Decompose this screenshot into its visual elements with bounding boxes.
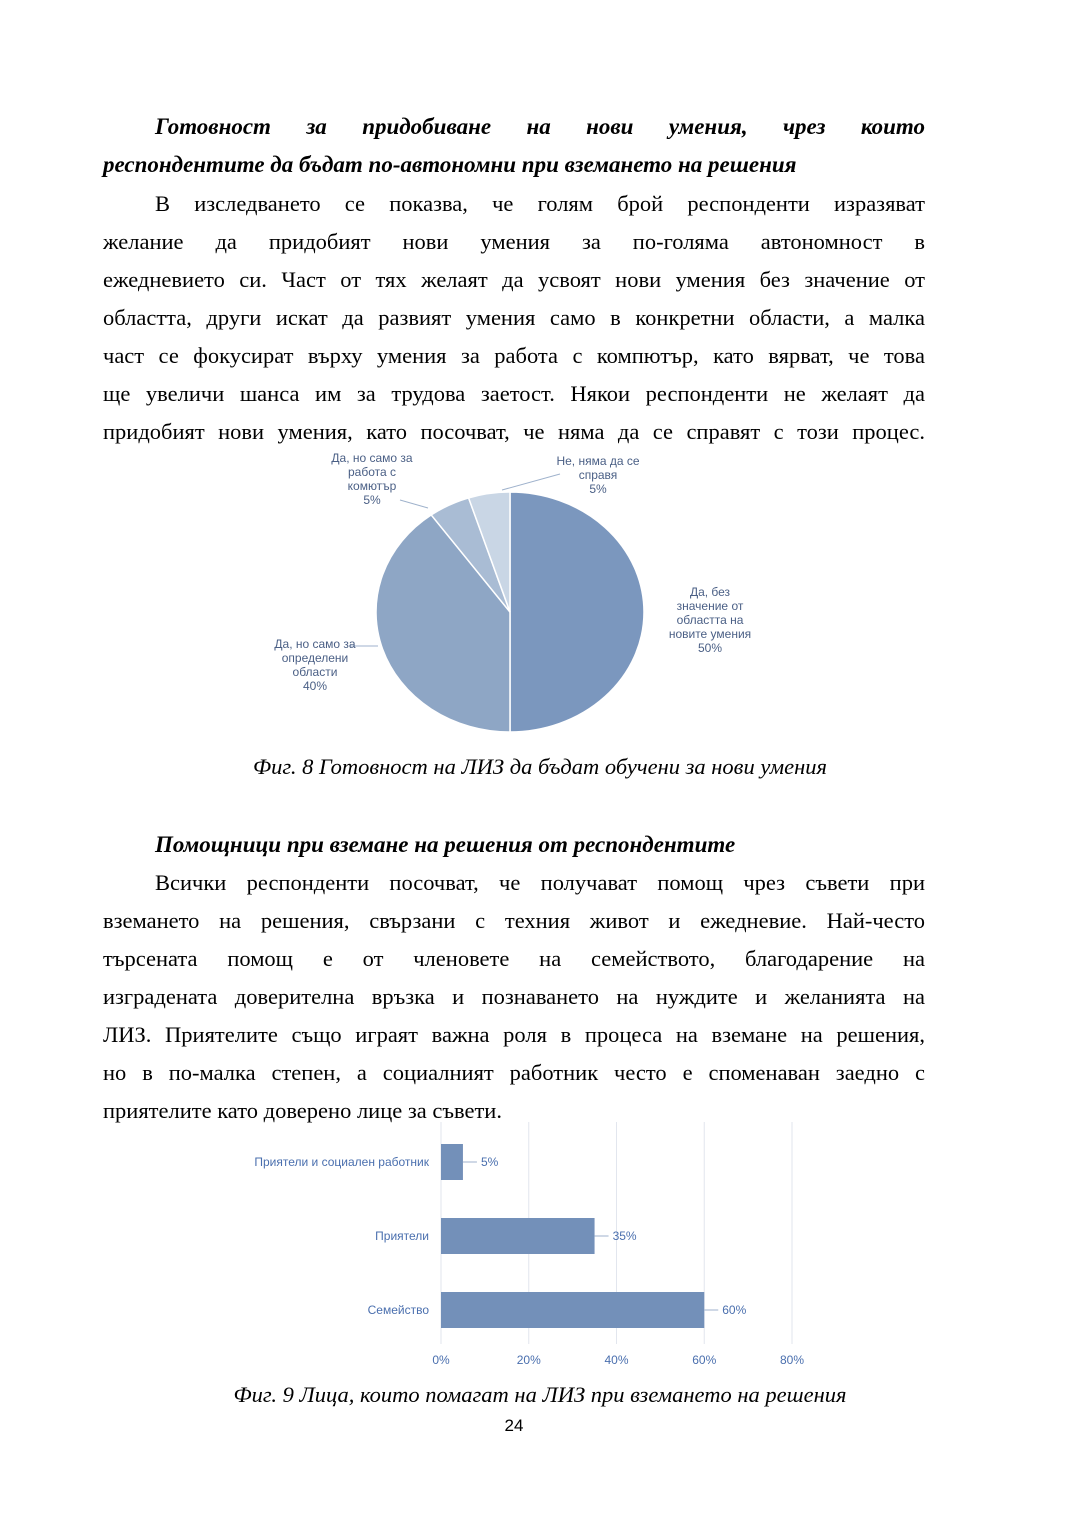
paragraph-line: Всички респонденти посочват, че получават помощ чрез съвети при [155, 870, 925, 895]
pie-category-label: комютър [347, 479, 397, 493]
paragraph-line: изградената доверителна връзка и познаването на нуждите и желанията на [103, 984, 925, 1009]
pie-value-label: 5% [589, 482, 607, 496]
bar-chart [200, 1122, 840, 1372]
pie-category-label: работа с [348, 465, 396, 479]
pie-value-label: 40% [302, 679, 328, 693]
x-tick-label: 20% [516, 1353, 541, 1367]
pie-category-label: Не, няма да се [556, 454, 640, 468]
heading-line: респондентите да бъдат по-автономни при вземането на решения [103, 152, 797, 177]
heading-line: Помощници при вземане на решения от респондентите [155, 832, 736, 857]
pie-category-label: значение от [676, 599, 744, 613]
x-tick-label: 80% [779, 1353, 805, 1367]
paragraph-line: ежедневието си. Част от тях желаят да усвоят нови умения без значение от [103, 267, 925, 292]
pie-category-label: новите умения [668, 627, 752, 641]
paragraph-line: част се фокусират върху умения за работа с компютър, като вярват, че това [103, 343, 925, 368]
bar [441, 1218, 595, 1254]
y-category-label: Приятели [375, 1229, 429, 1243]
paragraph-line: приятелите като доверено лице за съвети. [103, 1098, 502, 1123]
x-tick-label: 0% [432, 1353, 450, 1367]
paragraph-line: вземането на решения, свързани с техния живот и ежедневие. Най-често [103, 908, 925, 933]
section-heading-readiness [103, 108, 925, 184]
paragraph-line: областта, други искат да развият умения само в конкретни области, а малка [103, 305, 925, 330]
bar-value-label: 5% [480, 1155, 499, 1169]
pie-value-label: 5% [363, 493, 381, 507]
paragraph-line: но в по-малка степен, а социалният работник често е споменаван заедно с [103, 1060, 925, 1085]
y-category-label: Семейство [367, 1303, 429, 1317]
bar-value-label: 60% [722, 1303, 747, 1317]
section-heading-helpers [103, 826, 925, 864]
pie-category-label: Да, но само за [274, 637, 356, 651]
pie-category-label: области [292, 665, 338, 679]
paragraph-line: търсената помощ е от членовете на семейството, благодарение на [103, 946, 925, 971]
bar-value-label: 35% [612, 1229, 637, 1243]
pie-chart [240, 450, 800, 740]
page-number: 24 [504, 1416, 524, 1435]
paragraph-readiness [103, 185, 925, 451]
paragraph-helpers [103, 864, 925, 1130]
paragraph-line: В изследването се показва, че голям брой респонденти изразяват [155, 191, 925, 216]
paragraph-line: ще увеличи шанса им за трудова заетост. Някои респонденти не желаят да [103, 381, 925, 406]
pie-category-label: областта на [676, 613, 744, 627]
paragraph-line: ЛИЗ. Приятелите също играят важна роля в процеса на вземане на решения, [103, 1022, 925, 1047]
bar [441, 1292, 704, 1328]
pie-leader-line [400, 500, 428, 508]
pie-slice [510, 492, 644, 732]
pie-value-label: 50% [697, 641, 723, 655]
pie-category-label: Да, без [689, 585, 731, 599]
figure-caption: Фиг. 9 Лица, които помагат на ЛИЗ при вземането на решения [233, 1382, 847, 1407]
heading-line: Готовност за придобиване на нови умения, чрез които [155, 114, 925, 139]
paragraph-line: придобият нови умения, като посочват, че няма да се справят с този процес. [103, 419, 925, 444]
x-tick-label: 60% [692, 1353, 717, 1367]
y-category-label: Приятели и социален работник [254, 1155, 429, 1169]
pie-leader-line [502, 474, 560, 490]
x-tick-label: 40% [604, 1353, 629, 1367]
pie-category-label: определени [281, 651, 349, 665]
paragraph-line: желание да придобият нови умения за по-голяма автономност в [103, 229, 925, 254]
pie-category-label: справя [578, 468, 618, 482]
figure-caption: Фиг. 8 Готовност на ЛИЗ да бъдат обучени за нови умения [253, 754, 827, 779]
pie-category-label: Да, но само за [331, 451, 413, 465]
bar [441, 1144, 463, 1180]
